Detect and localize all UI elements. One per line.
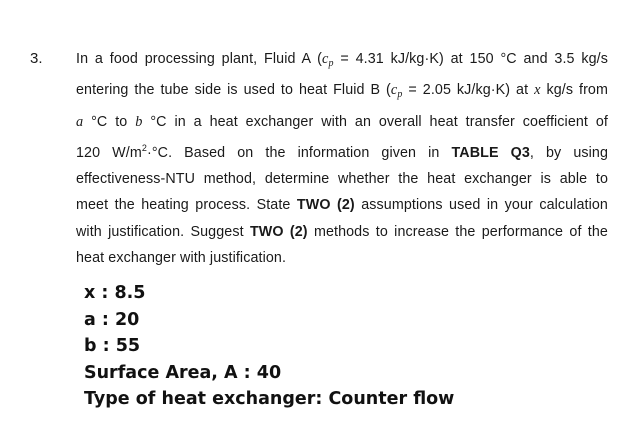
given-surface-area: Surface Area, A : 40 — [84, 362, 282, 383]
cp-symbol: c — [390, 82, 398, 99]
text-span: methods to increase the performance of the — [307, 223, 608, 240]
question-line-1 — [76, 46, 608, 77]
text-span: In a food processing plant, Fluid A ( — [76, 51, 323, 67]
text-span: = 2.05 kJ/kg·K) at — [402, 82, 535, 99]
question-line-4 — [76, 135, 608, 166]
b-variable: b — [135, 113, 143, 130]
text-span: ·°C. Based on the information given in — [146, 144, 452, 161]
squared-superscript: 2 — [141, 142, 147, 153]
text-span: °C in a heat exchanger with an overall heat transfer coefficient of — [142, 113, 608, 130]
given-x: x : 8.5 — [84, 283, 146, 303]
given-b: b : 55 — [84, 336, 141, 356]
given-values — [84, 280, 454, 413]
x-variable: x — [534, 82, 541, 99]
cp-subscript: p — [328, 58, 334, 69]
given-a: a : 20 — [84, 309, 140, 330]
text-span: entering the tube side is used to heat Fluid B ( — [76, 82, 391, 99]
question-line-3 — [76, 109, 608, 135]
question-line-5: effectiveness-NTU method, determine whether the heat exchanger is able to — [76, 171, 608, 188]
emphasis-count: TWO (2) — [249, 223, 308, 240]
text-span: = 4.31 kJ/kg·K) at 150 °C and 3.5 kg/s — [333, 51, 608, 67]
text-span: assumptions used in your calculation — [354, 197, 608, 214]
given-exchanger-type: Type of heat exchanger: Counter flow — [84, 389, 455, 409]
cp-subscript: p — [397, 89, 403, 101]
question-text — [76, 46, 608, 271]
text-span: meet the heating process. State — [76, 197, 297, 214]
question-line-7 — [76, 219, 608, 245]
emphasis-count: TWO (2) — [296, 197, 355, 214]
text-span: °C to — [83, 113, 136, 130]
text-span: 120 W/m — [76, 144, 142, 161]
a-variable: a — [76, 113, 84, 130]
question-line-6 — [76, 192, 608, 218]
question-line-8: heat exchanger with justification. — [76, 250, 287, 267]
text-span: , by using — [529, 144, 608, 161]
cp-symbol: c — [322, 51, 329, 67]
table-reference: TABLE Q3 — [451, 144, 530, 161]
text-span: with justification. Suggest — [76, 223, 250, 240]
text-span: kg/s from — [540, 82, 608, 99]
question-number: 3. — [30, 50, 43, 67]
question-line-2 — [76, 77, 608, 108]
